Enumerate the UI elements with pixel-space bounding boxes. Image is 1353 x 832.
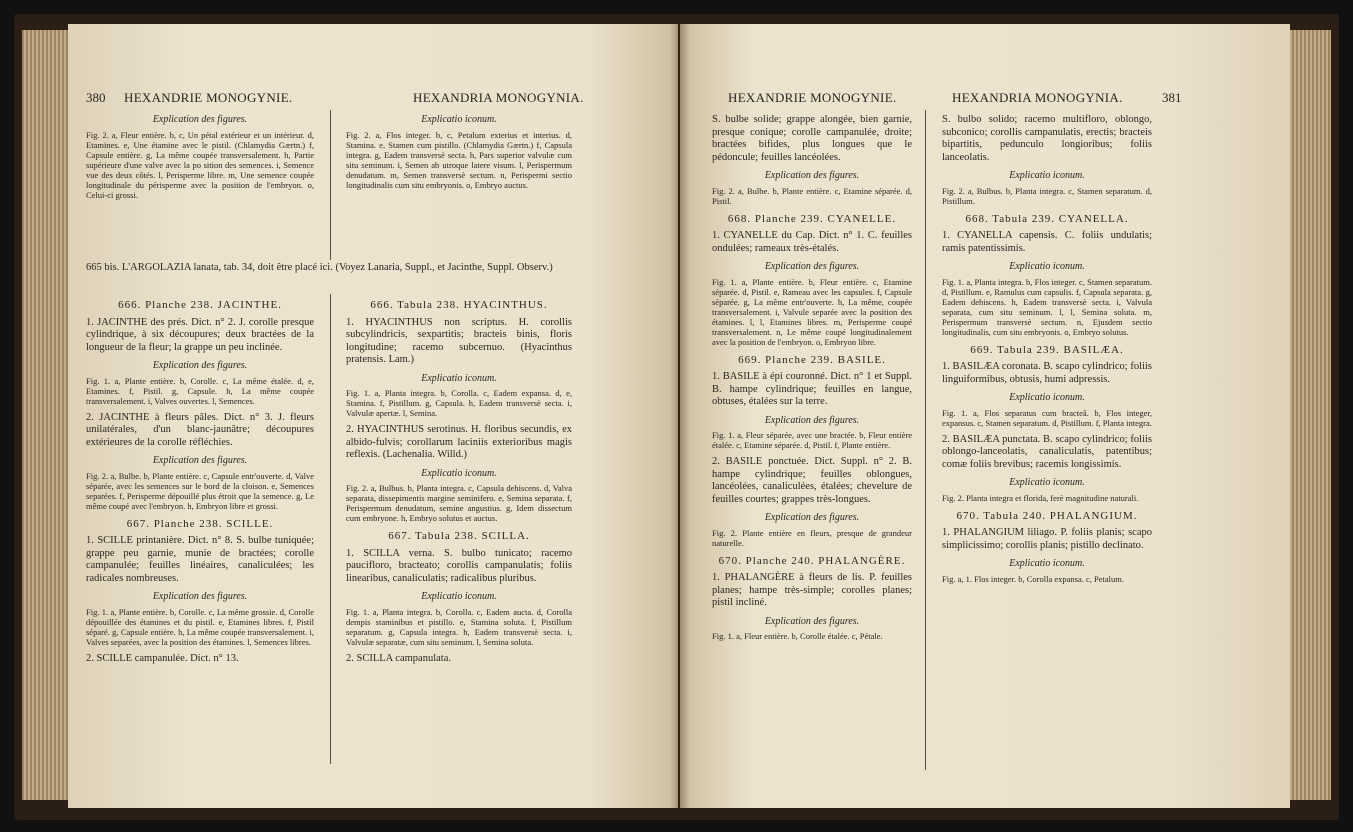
section-heading: 669. Planche 239. BASILE. bbox=[738, 353, 886, 366]
figure-explanation: Fig. 1. a, Planta integra. b, Corolla. c, Eadem expansa. d, e, Stamina. f, Pistillum. g, Capsula. h, Eadem transversè secta. i, Valvulæ apertæ. l, Semina. bbox=[346, 388, 572, 418]
running-head-french-right: HEXANDRIE MONOGYNIE. bbox=[728, 90, 897, 105]
species-entry: 1. JACINTHE des prés. Dict. n° 2. J. corolle presque cylindrique, à six découpures; deux bractées de la longueur de la fleur; la grappe un peu inclinée. bbox=[86, 316, 314, 353]
column-latin-top bbox=[346, 108, 572, 196]
column-french-top bbox=[86, 108, 314, 206]
section-heading: 668. Planche 239. CYANELLE. bbox=[727, 212, 897, 225]
explication-heading: Explicatio iconum. bbox=[421, 114, 497, 125]
species-entry: 1. BASILÆA coronata. B. scapo cylindrico; foliis linguiformibus, obtusis, humi adpressis. bbox=[942, 361, 1152, 385]
page-edges-left bbox=[22, 30, 72, 800]
explication-heading: Explication des figures. bbox=[764, 170, 860, 181]
species-entry: 1. CYANELLE du Cap. Dict. n° 1. C. feuilles ondulées; rameaux très-étalés. bbox=[712, 230, 912, 254]
section-heading: 669. Tabula 239. BASILÆA. bbox=[970, 343, 1124, 356]
figure-explanation: Fig. 2. a, Bulbe. b, Plante entière. c, Etamine séparée. d, Pistil. bbox=[712, 185, 912, 206]
explication-heading: Explication des figures. bbox=[764, 512, 860, 523]
section-heading: 667. Planche 238. SCILLE. bbox=[126, 517, 274, 530]
species-entry: 1. PHALANGÈRE à fleurs de lis. P. feuilles planes; hampe très-simple; corolles planes; pistil incliné. bbox=[712, 572, 912, 608]
figure-explanation: Fig. 1. a, Plante entière. b, Corolle. c, La même étalée. d, e, Etamines. f, Pistil. g, Capsule. h, La même coupée transversalement. i, Valves ouvertes. l, Semences. bbox=[86, 375, 314, 406]
explication-heading: Explication des figures. bbox=[152, 114, 248, 125]
figure-explanation: Fig. 2. a, Bulbus. b, Planta integra. c, Capsula dehiscens. d, Valva separata, dissepimentis margine seminifero. e, Semina separata. f, Perispermum denudatum, semine angustius. g, Idem dissectum cum embryone. h, Embryo solutus et auctus. bbox=[346, 483, 572, 523]
explication-heading: Explicatio iconum. bbox=[421, 467, 497, 479]
column-rule-right bbox=[925, 110, 926, 770]
explication-heading: Explication des figures. bbox=[764, 261, 860, 272]
figure-explanation: Fig. 2. Planta integra et florida, ferè magnitudine naturali. bbox=[942, 492, 1139, 503]
species-entry: 1. HYACINTHUS non scriptus. H. corollis subcylindricis, sexpartitis; bracteis binis, floris longitudine; racemo subcernuo. (Hyacinthus pratensis. Lam.) bbox=[346, 316, 572, 365]
species-entry: 1. SCILLE printanière. Dict. n° 8. S. bulbe tuniquée; grappe peu garnie, munie de bractées; corolle campanulée; feuilles linéaires, canaliculées; les radicales nombreuses. bbox=[86, 535, 314, 584]
explication-heading: Explicatio iconum. bbox=[1009, 170, 1085, 181]
figure-explanation: Fig. 1. a, Plante entière. b, Corolle. c, La même grossie. d, Corolle dépouillée des étamines et du pistil. e, Etamines libres. f, Pistil séparé. g, Capsule entière. h, La même coupée transversalement. i, Valves separées, avec la position des étamines. l, Semences libres. bbox=[86, 606, 314, 647]
species-entry: 1. PHALANGIUM liliago. P. foliis planis; scapo simplicissimo; corollis planis; pistillo declinato. bbox=[942, 527, 1152, 551]
column-rule-bottom bbox=[330, 294, 331, 764]
column-french-right bbox=[712, 114, 912, 647]
explication-heading: Explication des figures. bbox=[764, 414, 860, 426]
argolazia-note: 665 bis. L'ARGOLAZIA lanata, tab. 34, doit être placé ici. (Voyez Lanaria, Suppl., et Jacinthe, Suppl. Observ.) bbox=[86, 262, 553, 273]
right-page bbox=[680, 24, 1290, 808]
figure-explanation: Fig. 2. a, Bulbus. b, Planta integra. c, Stamen separatum. d, Pistillum. bbox=[942, 185, 1152, 206]
explication-heading: Explication des figures. bbox=[764, 615, 860, 627]
section-heading: 666. Tabula 238. HYACINTHUS. bbox=[370, 299, 548, 311]
species-entry: 1. SCILLA verna. S. bulbo tunicato; racemo paucifloro, bracteato; corollis campanulatis; foliis linearibus, canaliculatis; radicalibus pluribus. bbox=[346, 547, 572, 584]
page-number-right: 381 bbox=[1162, 90, 1182, 105]
running-head-french: HEXANDRIE MONOGYNIE. bbox=[124, 90, 293, 105]
section-heading: 670. Planche 240. PHALANGÈRE. bbox=[718, 554, 906, 567]
species-entry: 2. SCILLE campanulée. Dict. n° 13. bbox=[86, 652, 239, 664]
section-heading: 670. Tabula 240. PHALANGIUM. bbox=[956, 509, 1138, 522]
column-latin bbox=[346, 292, 572, 670]
figure-explanation: Fig. 2. a, Flos integer. b, c, Petalum exterius et interius. d, Stamina. e, Stamen cum pistillo. (Chlamydia Gærtn.) f, Capsula integra. g, Eadem transversè secta. h, Pars superior valvulæ cum situ seminum. i, Semen ab utroque latere visum. l, Perispermum denudatum. m, Semen transversè sectum. n, Perispermi sectio longitudinalis cum situ embryonis. o, Embryo auctus. bbox=[346, 129, 572, 190]
explication-heading: Explicatio iconum. bbox=[1009, 558, 1085, 569]
explication-heading: Explication des figures. bbox=[152, 360, 248, 371]
running-head-latin: HEXANDRIA MONOGYNIA. bbox=[413, 90, 584, 105]
figure-explanation: Fig. 1. a, Planta integra. b, Flos integer. c, Stamen separatum. d, Pistillum. e, Ramulus cum capsulis. f, Capsula separata. g, Eadem dehiscens. h, Eadem transversè secta. i, Valvula separata, cum situ seminum. l, l, Semina soluta. m, Perispermum transversè sectum. n, Ejusdem sectio longitudinalis, cum situ embryonis. o, Embryo solutus. bbox=[942, 276, 1152, 337]
figure-explanation: Fig. 1. a, Plante entière. b, Fleur entière. c, Etamine séparée. d, Pistil. e, Rameau avec les capsules. f, Capsule séparée. g, La même entr'ouverte. h, La même, coupée transversalement. i, Valvule separée avec la position des étamines. l, l, Etamines libres. m, Perisperme coupé transversalement. n, Le même coupé longitudinalement avec la position de l'embryon. o, Embryon libre. bbox=[712, 276, 912, 347]
species-entry: 2. SCILLA campanulata. bbox=[346, 652, 451, 664]
column-rule-top bbox=[330, 110, 331, 260]
figure-explanation: Fig. 1. a, Fleur séparée, avec une bractée. b, Fleur entière étalée. c, Etamine séparée. d, Pistil. f, Plante entière. bbox=[712, 430, 912, 450]
section-heading: 668. Tabula 239. CYANELLA. bbox=[965, 212, 1129, 225]
figure-explanation: Fig. 2. Plante entière en fleurs, presque de grandeur naturelle. bbox=[712, 527, 912, 548]
figure-explanation: Fig. 1. a, Planta integra. b, Corolla. c, Eadem aucta. d, Corolla dempis staminibus et pistillo. e, Stamina soluta. f, Pistillum separatum. g, Capsula integra. h, Eadem transversè secta. i, Valvulæ separatæ, cum situ seminum. l, Semina soluta. bbox=[346, 606, 572, 647]
explication-heading: Explicatio iconum. bbox=[1009, 392, 1085, 403]
gutter bbox=[670, 24, 690, 808]
species-entry: S. bulbo solido; racemo multifloro, oblongo, subconico; corollis campanulatis, erectis; bracteis bipartitis, pedunculo longioribus; foliis lanceolatis. bbox=[942, 114, 1152, 163]
species-entry: 1. BASILE à épi couronné. Dict. n° 1 et Suppl. B. hampe cylindrique; feuilles en langue, obtuses, étalées sur la terre. bbox=[712, 371, 912, 407]
species-entry: 2. BASILÆA punctata. B. scapo cylindrico; foliis oblongo-lanceolatis, canaliculatis, patentibus; comæ foliis brevibus; racemis longissimis. bbox=[942, 433, 1152, 470]
explication-heading: Explicatio iconum. bbox=[421, 372, 497, 384]
figure-explanation: Fig. 2. a, Fleur entière. b, c, Un pétal extérieur et un intérieur. d, Etamines. e, Une étamine avec le pistil. (Chlamydia Gærtn.) f, Capsule entière. g, La même coupée transversalement. h, Partie supérieure d'une valve avec la po sition des semences. i, Semence vue des deux côtés. l, Perisperme libre. m, Une semence coupée longitudinale du périsperme avec la position de l'embryon. o, Celui-ci grossi. bbox=[86, 129, 314, 200]
species-entry: 2. HYACINTHUS serotinus. H. floribus secundis, ex albido-fulvis; corollarum laciniis exterioribus magis reflexis. (Lachenalia. Willd.) bbox=[346, 424, 572, 460]
figure-explanation: Fig. 1. a, Fleur entière. b, Corolle étalée. c, Pétale. bbox=[712, 631, 883, 641]
column-french bbox=[86, 292, 314, 670]
figure-explanation: Fig. a, 1. Flos integer. b, Corolla expansa. c, Petalum. bbox=[942, 573, 1125, 584]
figure-explanation: Fig. 2. a, Bulbe. b, Plante entière. c, Capsule entr'ouverte. d, Valve séparée, avec les semences sur le bord de la cloison. e, Semences separées. f, Perisperme dépouillé plus étroit que la semence. g, Le même coupé avec l'embryon. h, Embryon libre et grossi. bbox=[86, 470, 314, 511]
left-page bbox=[68, 24, 678, 808]
species-entry: 1. CYANELLA capensis. C. foliis undulatis; ramis patentissimis. bbox=[942, 230, 1152, 254]
explication-heading: Explication des figures. bbox=[152, 591, 248, 602]
page-number-left: 380 bbox=[86, 90, 106, 105]
section-heading: 666. Planche 238. JACINTHE. bbox=[118, 299, 282, 311]
species-entry: 2. BASILE ponctuée. Dict. Suppl. n° 2. B. hampe cylindrique; feuilles oblongues, lancéolées, canaliculées, étalées; chevelure de feuilles courtes; grappes très-longues. bbox=[712, 456, 912, 505]
running-head-latin-right: HEXANDRIA MONOGYNIA. bbox=[952, 90, 1123, 105]
section-heading: 667. Tabula 238. SCILLA. bbox=[388, 530, 530, 542]
explication-heading: Explicatio iconum. bbox=[1009, 477, 1085, 488]
explication-heading: Explicatio iconum. bbox=[421, 591, 497, 602]
explication-heading: Explication des figures. bbox=[152, 455, 248, 466]
page-edges-right bbox=[1286, 30, 1331, 800]
figure-explanation: Fig. 1. a, Flos separatus cum bracteâ. b, Flos integer, expansus. c, Stamen separatum. d, Pistillum. f, Planta integra. bbox=[942, 407, 1152, 428]
species-entry: 2. JACINTHE à fleurs pâles. Dict. n° 3. J. fleurs unilatérales, d'un blanc-jaunâtre; découpures extérieures de la corolle réfléchies. bbox=[86, 411, 314, 448]
explication-heading: Explicatio iconum. bbox=[1009, 261, 1085, 272]
column-latin-right bbox=[942, 114, 1152, 590]
species-entry: S. bulbe solide; grappe alongée, bien garnie, presque conique; corolle campanulée, droite; bractées bifides, plus longues que le pédoncule; feuilles lancéolées. bbox=[712, 114, 912, 163]
